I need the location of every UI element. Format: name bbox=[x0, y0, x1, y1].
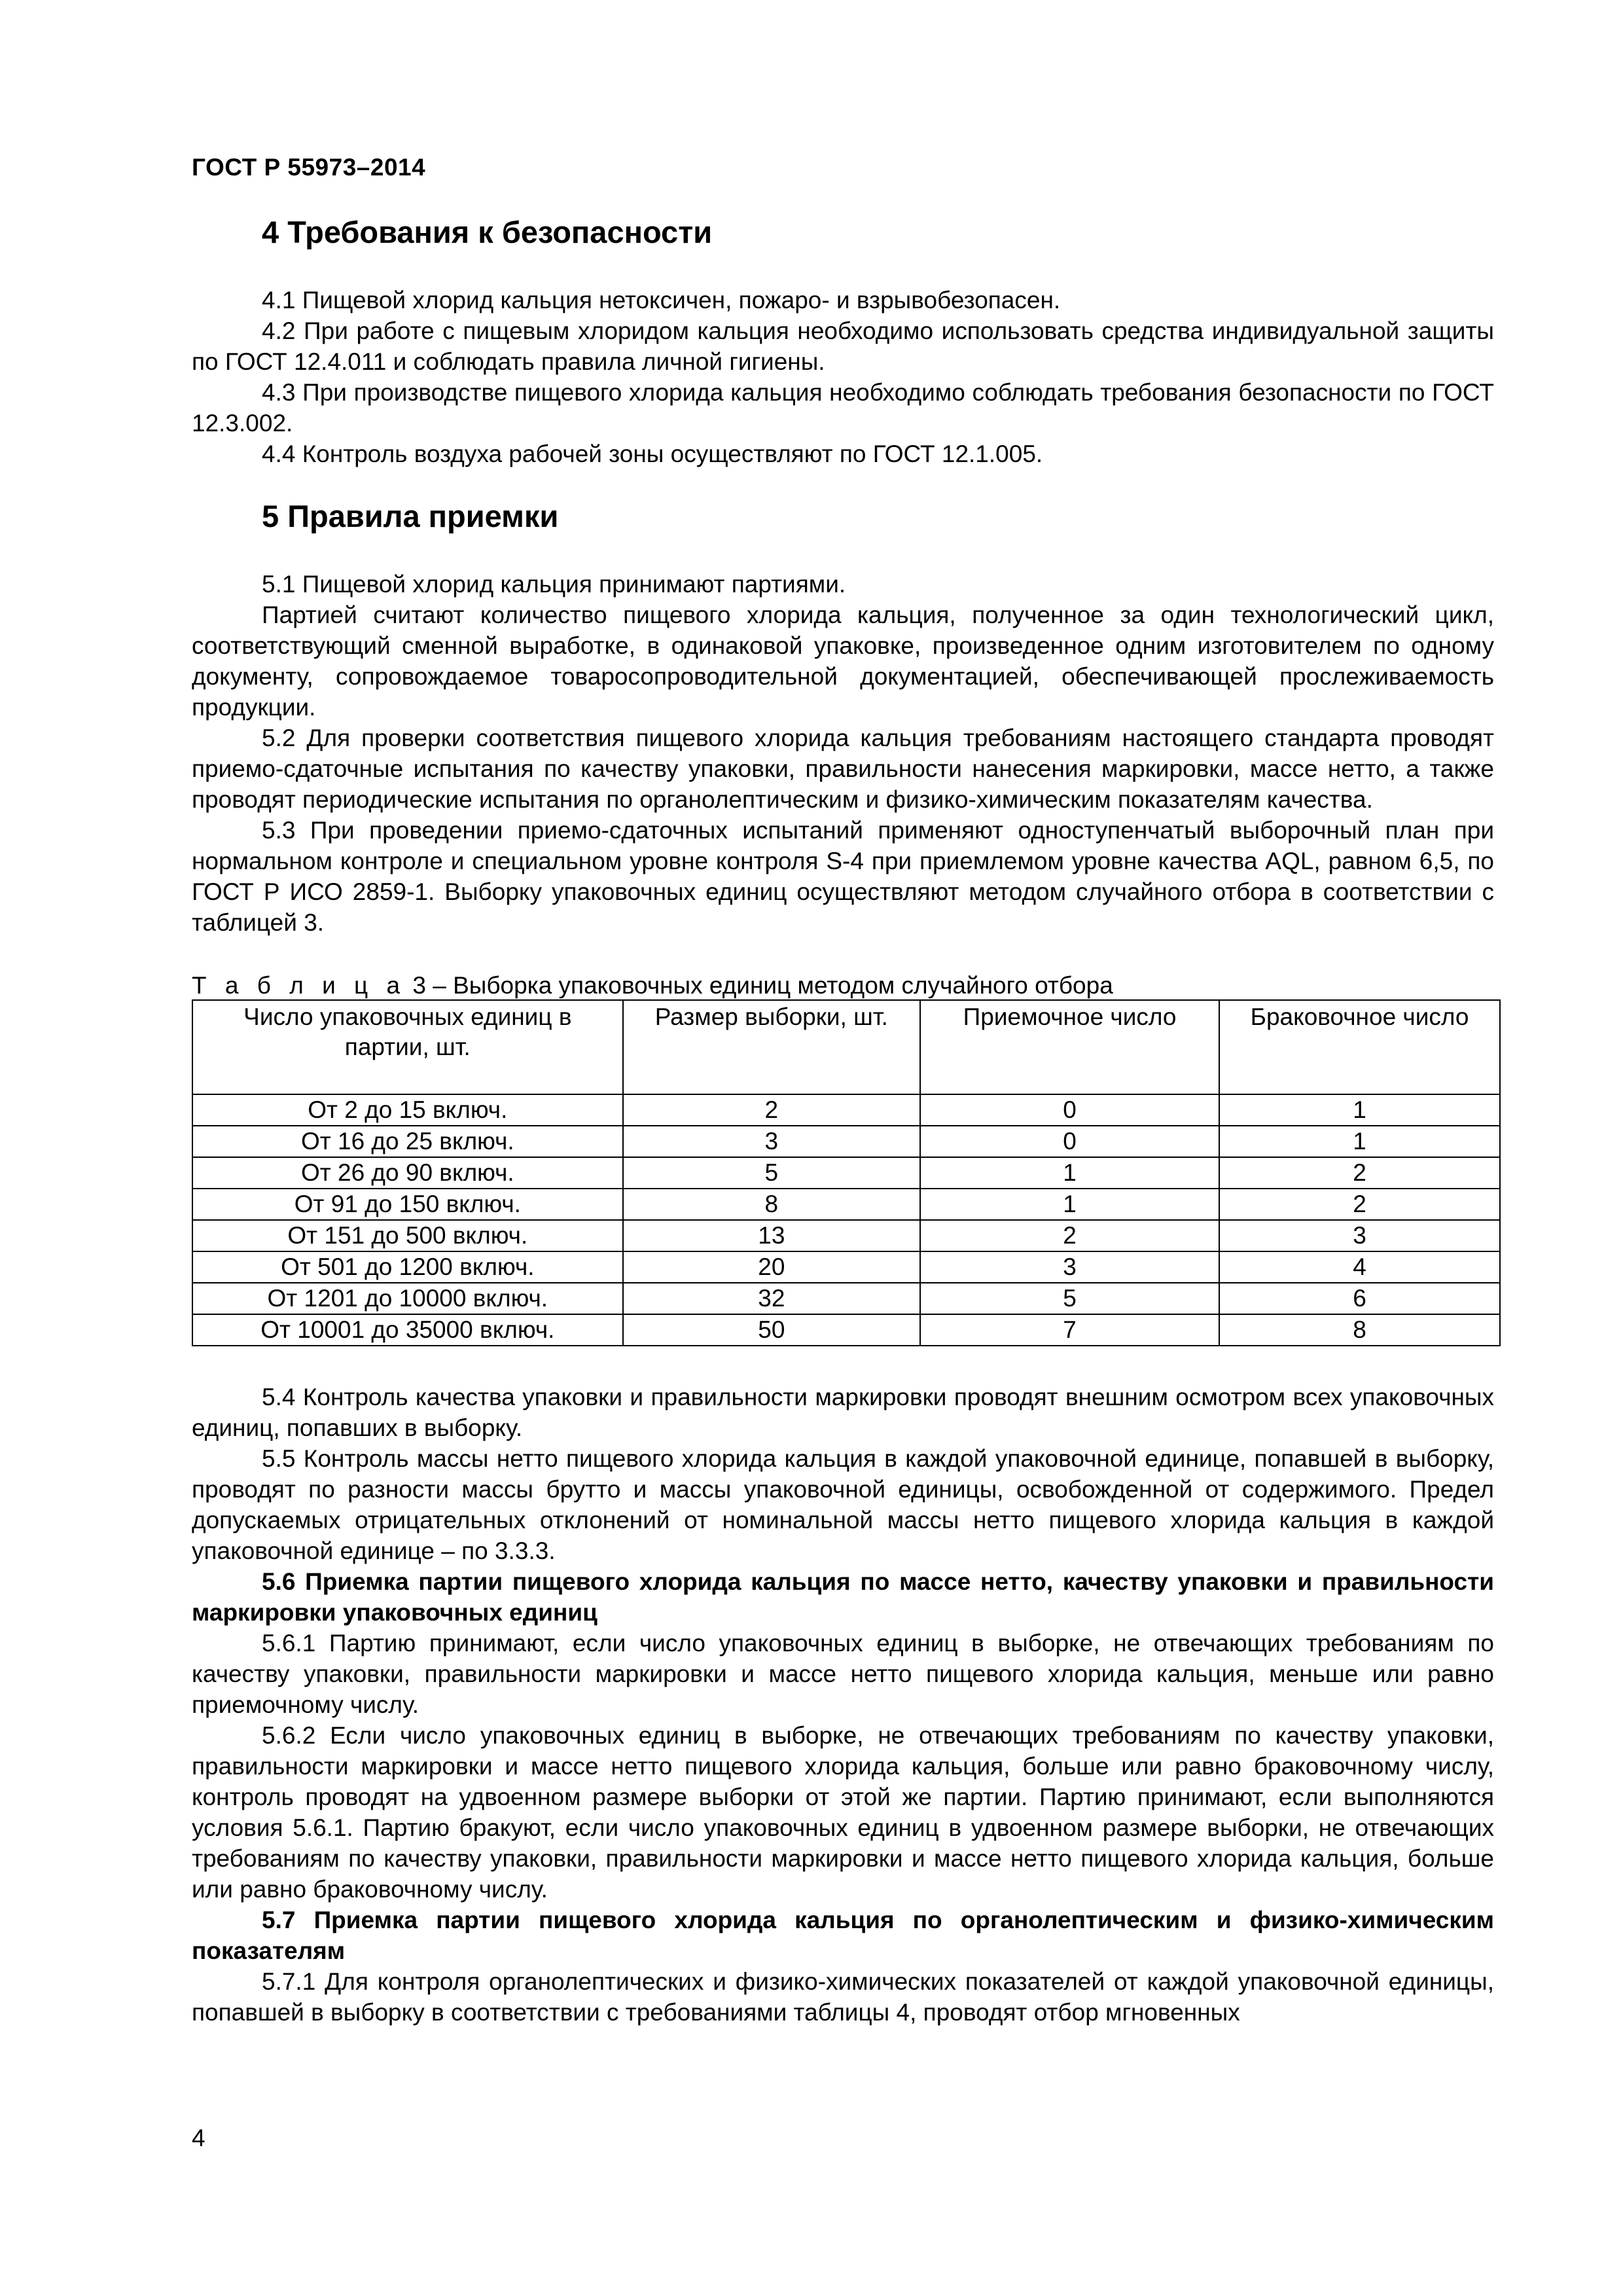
page-number: 4 bbox=[192, 2125, 205, 2151]
table-row bbox=[192, 1094, 1500, 1126]
cell-sample-size: 20 bbox=[623, 1251, 920, 1283]
cell-lot-range: От 16 до 25 включ. bbox=[192, 1126, 623, 1157]
section-5-7-heading: 5.7 Приемка партии пищевого хлорида кальция по органолептическим и физико-химическим показателям bbox=[192, 1907, 1494, 1964]
paragraph-5-5: 5.5 Контроль массы нетто пищевого хлорида кальция в каждой упаковочной единице, попавшей в выборку, проводят по разности массы брутто и массы упаковочной единицы, освобожденной от содержимого. Предел допускаемых отрицательных отклонений от номинальной массы нетто пищевого хлорида кальция в каждой упаковочной единице – по 3.3.3. bbox=[192, 1445, 1494, 1564]
cell-lot-range: От 26 до 90 включ. bbox=[192, 1157, 623, 1189]
cell-acceptance-number: 1 bbox=[920, 1157, 1219, 1189]
cell-acceptance-number: 0 bbox=[920, 1126, 1219, 1157]
cell-acceptance-number: 5 bbox=[920, 1283, 1219, 1314]
page-content bbox=[192, 213, 1494, 2028]
paragraph-5-7-1: 5.7.1 Для контроля органолептических и физико-химических показателей от каждой упаковочной единицы, попавшей в выборку в соответствии с требованиями таблицы 4, проводят отбор мгновенных bbox=[192, 1968, 1494, 2026]
header-acceptance-number: Приемочное число bbox=[920, 1000, 1219, 1094]
cell-sample-size: 2 bbox=[623, 1094, 920, 1126]
sampling-table bbox=[192, 999, 1501, 1346]
table-row bbox=[192, 1189, 1500, 1220]
cell-acceptance-number: 0 bbox=[920, 1094, 1219, 1126]
cell-rejection-number: 4 bbox=[1219, 1251, 1500, 1283]
paragraph-5-4: 5.4 Контроль качества упаковки и правильности маркировки проводят внешним осмотром всех упаковочных единиц, попавших в выборку. bbox=[192, 1384, 1494, 1441]
cell-rejection-number: 6 bbox=[1219, 1283, 1500, 1314]
table-row bbox=[192, 1220, 1500, 1251]
paragraph-5-1-lot: Партией считают количество пищевого хлорида кальция, полученное за один технологический цикл, соответствующий сменной выработке, в одинаковой упаковке, произведенное одним изготовителем по одному документу, сопровождаемое товаросопроводительной документацией, обеспечивающей прослеживаемость продукции. bbox=[192, 601, 1494, 721]
cell-sample-size: 5 bbox=[623, 1157, 920, 1189]
table-row bbox=[192, 1251, 1500, 1283]
paragraph-4-4: 4.4 Контроль воздуха рабочей зоны осуществляют по ГОСТ 12.1.005. bbox=[262, 440, 1043, 467]
cell-lot-range: От 91 до 150 включ. bbox=[192, 1189, 623, 1220]
paragraph-5-2: 5.2 Для проверки соответствия пищевого хлорида кальция требованиям настоящего стандарта проводят приемо-сдаточные испытания по качеству упаковки, правильности нанесения маркировки, массе нетто, а также проводят периодические испытания по органолептическим и физико-химическим показателям качества. bbox=[192, 725, 1494, 813]
cell-acceptance-number: 1 bbox=[920, 1189, 1219, 1220]
cell-rejection-number: 1 bbox=[1219, 1094, 1500, 1126]
cell-lot-range: От 10001 до 35000 включ. bbox=[192, 1314, 623, 1346]
table-row bbox=[192, 1157, 1500, 1189]
cell-rejection-number: 3 bbox=[1219, 1220, 1500, 1251]
table-row bbox=[192, 1283, 1500, 1314]
cell-sample-size: 13 bbox=[623, 1220, 920, 1251]
cell-lot-range: От 1201 до 10000 включ. bbox=[192, 1283, 623, 1314]
paragraph-4-2: 4.2 При работе с пищевым хлоридом кальция необходимо использовать средства индивидуальной защиты по ГОСТ 12.4.011 и соблюдать правила личной гигиены. bbox=[192, 317, 1494, 375]
paragraph-4-3: 4.3 При производстве пищевого хлорида кальция необходимо соблюдать требования безопасности по ГОСТ 12.3.002. bbox=[192, 379, 1494, 437]
cell-lot-range: От 501 до 1200 включ. bbox=[192, 1251, 623, 1283]
cell-sample-size: 3 bbox=[623, 1126, 920, 1157]
paragraph-5-6-2: 5.6.2 Если число упаковочных единиц в выборке, не отвечающих требованиям по качеству упаковки, правильности маркировки и массе нетто пищевого хлорида кальция, больше или равно браковочному числу, контроль проводят на удвоенном размере выборки от этой же партии. Партию принимают, если выполняются условия 5.6.1. Партию бракуют, если число упаковочных единиц в удвоенном размере выборки, не отвечающих требованиям по качеству упаковки, правильности маркировки и массе нетто пищевого хлорида кальция, больше или равно браковочному числу. bbox=[192, 1722, 1494, 1903]
cell-sample-size: 32 bbox=[623, 1283, 920, 1314]
table-caption-label: Т а б л и ц а bbox=[192, 972, 406, 999]
cell-sample-size: 8 bbox=[623, 1189, 920, 1220]
table-caption-text: 3 – Выборка упаковочных единиц методом случайного отбора bbox=[406, 972, 1113, 999]
table-body bbox=[192, 1094, 1500, 1346]
cell-acceptance-number: 7 bbox=[920, 1314, 1219, 1346]
cell-acceptance-number: 3 bbox=[920, 1251, 1219, 1283]
cell-rejection-number: 2 bbox=[1219, 1157, 1500, 1189]
cell-rejection-number: 1 bbox=[1219, 1126, 1500, 1157]
cell-rejection-number: 2 bbox=[1219, 1189, 1500, 1220]
section-4-heading: 4 Требования к безопасности bbox=[262, 215, 713, 249]
header-lot-size: Число упаковочных единиц в партии, шт. bbox=[192, 1000, 623, 1094]
cell-lot-range: От 2 до 15 включ. bbox=[192, 1094, 623, 1126]
paragraph-5-1: 5.1 Пищевой хлорид кальция принимают партиями. bbox=[262, 571, 846, 598]
section-5-6-heading: 5.6 Приемка партии пищевого хлорида кальция по массе нетто, качеству упаковки и правильности маркировки упаковочных единиц bbox=[192, 1568, 1494, 1626]
paragraph-4-1: 4.1 Пищевой хлорид кальция нетоксичен, пожаро- и взрывобезопасен. bbox=[262, 287, 1061, 314]
section-5-heading: 5 Правила приемки bbox=[262, 499, 559, 533]
paragraph-5-6-1: 5.6.1 Партию принимают, если число упаковочных единиц в выборке, не отвечающих требованиям по качеству упаковки, правильности маркировки и массе нетто пищевого хлорида кальция, меньше или равно приемочному числу. bbox=[192, 1630, 1494, 1718]
table-caption bbox=[192, 972, 1494, 999]
header-sample-size: Размер выборки, шт. bbox=[623, 1000, 920, 1094]
cell-rejection-number: 8 bbox=[1219, 1314, 1500, 1346]
standard-header: ГОСТ Р 55973–2014 bbox=[192, 154, 426, 181]
table-header-row bbox=[192, 1000, 1500, 1094]
header-rejection-number: Браковочное число bbox=[1219, 1000, 1500, 1094]
paragraph-5-3: 5.3 При проведении приемо-сдаточных испытаний применяют одноступенчатый выборочный план при нормальном контроле и специальном уровне контроля S-4 при приемлемом уровне качества AQL, равном 6,5, по ГОСТ Р ИСО 2859-1. Выборку упаковочных единиц осуществляют методом случайного отбора в соответствии с таблицей 3. bbox=[192, 817, 1494, 936]
table-row bbox=[192, 1126, 1500, 1157]
table-row bbox=[192, 1314, 1500, 1346]
cell-lot-range: От 151 до 500 включ. bbox=[192, 1220, 623, 1251]
cell-acceptance-number: 2 bbox=[920, 1220, 1219, 1251]
cell-sample-size: 50 bbox=[623, 1314, 920, 1346]
